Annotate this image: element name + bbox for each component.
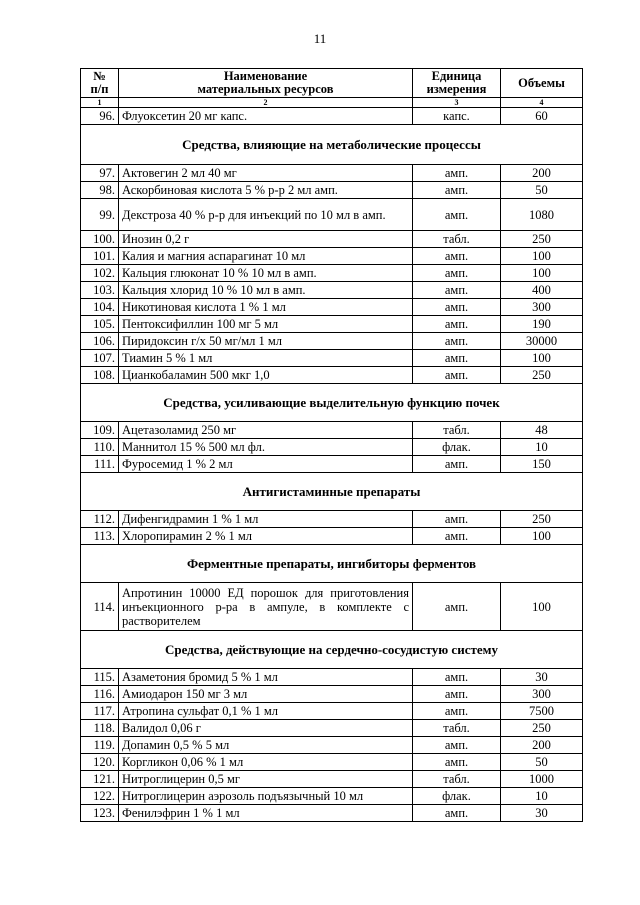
table-row [81,528,583,545]
table-row [81,199,583,231]
unit-of-measure: амп. [413,299,501,316]
resource-name: Тиамин 5 % 1 мл [119,350,413,367]
section-title: Средства, действующие на сердечно-сосудистую систему [81,631,583,669]
volume-value: 30 [501,669,583,686]
table-row [81,282,583,299]
volume-value: 1000 [501,771,583,788]
table-row [81,231,583,248]
header-volume: Объемы [501,69,583,98]
volume-value: 100 [501,350,583,367]
section-title: Средства, усиливающие выделительную функцию почек [81,384,583,422]
table-row [81,754,583,771]
table-row [81,771,583,788]
column-number: 3 [413,98,501,108]
resource-name: Никотиновая кислота 1 % 1 мл [119,299,413,316]
table-row [81,165,583,182]
unit-of-measure: амп. [413,456,501,473]
volume-value: 250 [501,231,583,248]
volume-value: 250 [501,720,583,737]
table-row [81,686,583,703]
unit-of-measure: амп. [413,528,501,545]
table-row [81,350,583,367]
unit-of-measure: амп. [413,737,501,754]
section-title: Антигистаминные препараты [81,473,583,511]
table-row [81,108,583,125]
row-number: 116. [81,686,119,703]
volume-value: 300 [501,686,583,703]
volume-value: 100 [501,583,583,631]
unit-of-measure: капс. [413,108,501,125]
table-row [81,248,583,265]
unit-of-measure: табл. [413,771,501,788]
row-number: 108. [81,367,119,384]
resource-name: Кальция хлорид 10 % 10 мл в амп. [119,282,413,299]
row-number: 113. [81,528,119,545]
unit-of-measure: амп. [413,350,501,367]
resource-name: Пиридоксин г/х 50 мг/мл 1 мл [119,333,413,350]
unit-of-measure: амп. [413,754,501,771]
resource-name: Дифенгидрамин 1 % 1 мл [119,511,413,528]
table-header-row [81,69,583,98]
volume-value: 150 [501,456,583,473]
unit-of-measure: амп. [413,583,501,631]
resource-name: Цианкобаламин 500 мкг 1,0 [119,367,413,384]
unit-of-measure: амп. [413,199,501,231]
volume-value: 100 [501,528,583,545]
resource-name: Коргликон 0,06 % 1 мл [119,754,413,771]
row-number: 102. [81,265,119,282]
volume-value: 200 [501,737,583,754]
resource-name: Аскорбиновая кислота 5 % р-р 2 мл амп. [119,182,413,199]
table-row [81,737,583,754]
unit-of-measure: табл. [413,231,501,248]
resource-name: Амиодарон 150 мг 3 мл [119,686,413,703]
unit-of-measure: табл. [413,720,501,737]
section-header-row [81,384,583,422]
row-number: 107. [81,350,119,367]
resource-name: Кальция глюконат 10 % 10 мл в амп. [119,265,413,282]
unit-of-measure: амп. [413,703,501,720]
unit-of-measure: амп. [413,265,501,282]
unit-of-measure: амп. [413,182,501,199]
resource-name: Хлоропирамин 2 % 1 мл [119,528,413,545]
resource-name: Фуросемид 1 % 2 мл [119,456,413,473]
row-number: 110. [81,439,119,456]
table-row [81,511,583,528]
row-number: 104. [81,299,119,316]
section-header-row [81,631,583,669]
unit-of-measure: амп. [413,805,501,822]
unit-of-measure: амп. [413,686,501,703]
table-row [81,805,583,822]
column-number-row [81,98,583,108]
unit-of-measure: амп. [413,669,501,686]
volume-value: 30 [501,805,583,822]
table-row [81,422,583,439]
row-number: 105. [81,316,119,333]
resource-name: Азаметония бромид 5 % 1 мл [119,669,413,686]
row-number: 117. [81,703,119,720]
volume-value: 50 [501,754,583,771]
row-number: 112. [81,511,119,528]
row-number: 97. [81,165,119,182]
row-number: 118. [81,720,119,737]
resource-name: Инозин 0,2 г [119,231,413,248]
resource-name: Апротинин 10000 ЕД порошок для приготовления инъекционного р-ра в ампуле, в комплекте с растворителем [119,583,413,631]
row-number: 98. [81,182,119,199]
row-number: 106. [81,333,119,350]
unit-of-measure: амп. [413,282,501,299]
table-row [81,367,583,384]
row-number: 109. [81,422,119,439]
resource-name: Калия и магния аспарагинат 10 мл [119,248,413,265]
row-number: 100. [81,231,119,248]
volume-value: 400 [501,282,583,299]
unit-of-measure: флак. [413,439,501,456]
resource-name: Атропина сульфат 0,1 % 1 мл [119,703,413,720]
column-number: 4 [501,98,583,108]
resource-name: Фенилэфрин 1 % 1 мл [119,805,413,822]
section-header-row [81,473,583,511]
page-number: 11 [313,31,327,46]
row-number: 121. [81,771,119,788]
resource-name: Маннитол 15 % 500 мл фл. [119,439,413,456]
unit-of-measure: флак. [413,788,501,805]
volume-value: 190 [501,316,583,333]
header-name: Наименование материальных ресурсов [119,69,413,98]
unit-of-measure: амп. [413,316,501,333]
row-number: 103. [81,282,119,299]
section-title: Ферментные препараты, ингибиторы ферментов [81,545,583,583]
unit-of-measure: табл. [413,422,501,439]
volume-value: 7500 [501,703,583,720]
row-number: 96. [81,108,119,125]
column-number: 2 [119,98,413,108]
table-row [81,439,583,456]
table-row [81,720,583,737]
volume-value: 10 [501,439,583,456]
volume-value: 30000 [501,333,583,350]
column-number: 1 [81,98,119,108]
table-row [81,265,583,282]
row-number: 115. [81,669,119,686]
table-row [81,299,583,316]
table-row [81,456,583,473]
row-number: 123. [81,805,119,822]
section-title: Средства, влияющие на метаболические процессы [81,125,583,165]
row-number: 122. [81,788,119,805]
row-number: 119. [81,737,119,754]
section-header-row [81,125,583,165]
volume-value: 1080 [501,199,583,231]
resource-name: Актовегин 2 мл 40 мг [119,165,413,182]
volume-value: 100 [501,248,583,265]
table-row [81,333,583,350]
table-row [81,182,583,199]
table-row [81,583,583,631]
volume-value: 250 [501,511,583,528]
row-number: 120. [81,754,119,771]
table-row [81,788,583,805]
volume-value: 200 [501,165,583,182]
unit-of-measure: амп. [413,367,501,384]
volume-value: 300 [501,299,583,316]
resource-name: Декстроза 40 % р-р для инъекций по 10 мл в амп. [119,199,413,231]
volume-value: 48 [501,422,583,439]
table-row [81,669,583,686]
row-number: 111. [81,456,119,473]
row-number: 99. [81,199,119,231]
table-row [81,316,583,333]
unit-of-measure: амп. [413,165,501,182]
materials-table [80,68,583,822]
header-unit: Единица измерения [413,69,501,98]
resource-name: Флуоксетин 20 мг капс. [119,108,413,125]
section-header-row [81,545,583,583]
unit-of-measure: амп. [413,511,501,528]
table-row [81,703,583,720]
resource-name: Ацетазоламид 250 мг [119,422,413,439]
volume-value: 250 [501,367,583,384]
row-number: 101. [81,248,119,265]
unit-of-measure: амп. [413,333,501,350]
resource-name: Допамин 0,5 % 5 мл [119,737,413,754]
unit-of-measure: амп. [413,248,501,265]
volume-value: 60 [501,108,583,125]
resource-name: Нитроглицерин аэрозоль подъязычный 10 мл [119,788,413,805]
resource-name: Нитроглицерин 0,5 мг [119,771,413,788]
volume-value: 100 [501,265,583,282]
header-num: № п/п [81,69,119,98]
volume-value: 10 [501,788,583,805]
resource-name: Валидол 0,06 г [119,720,413,737]
volume-value: 50 [501,182,583,199]
row-number: 114. [81,583,119,631]
resource-name: Пентоксифиллин 100 мг 5 мл [119,316,413,333]
